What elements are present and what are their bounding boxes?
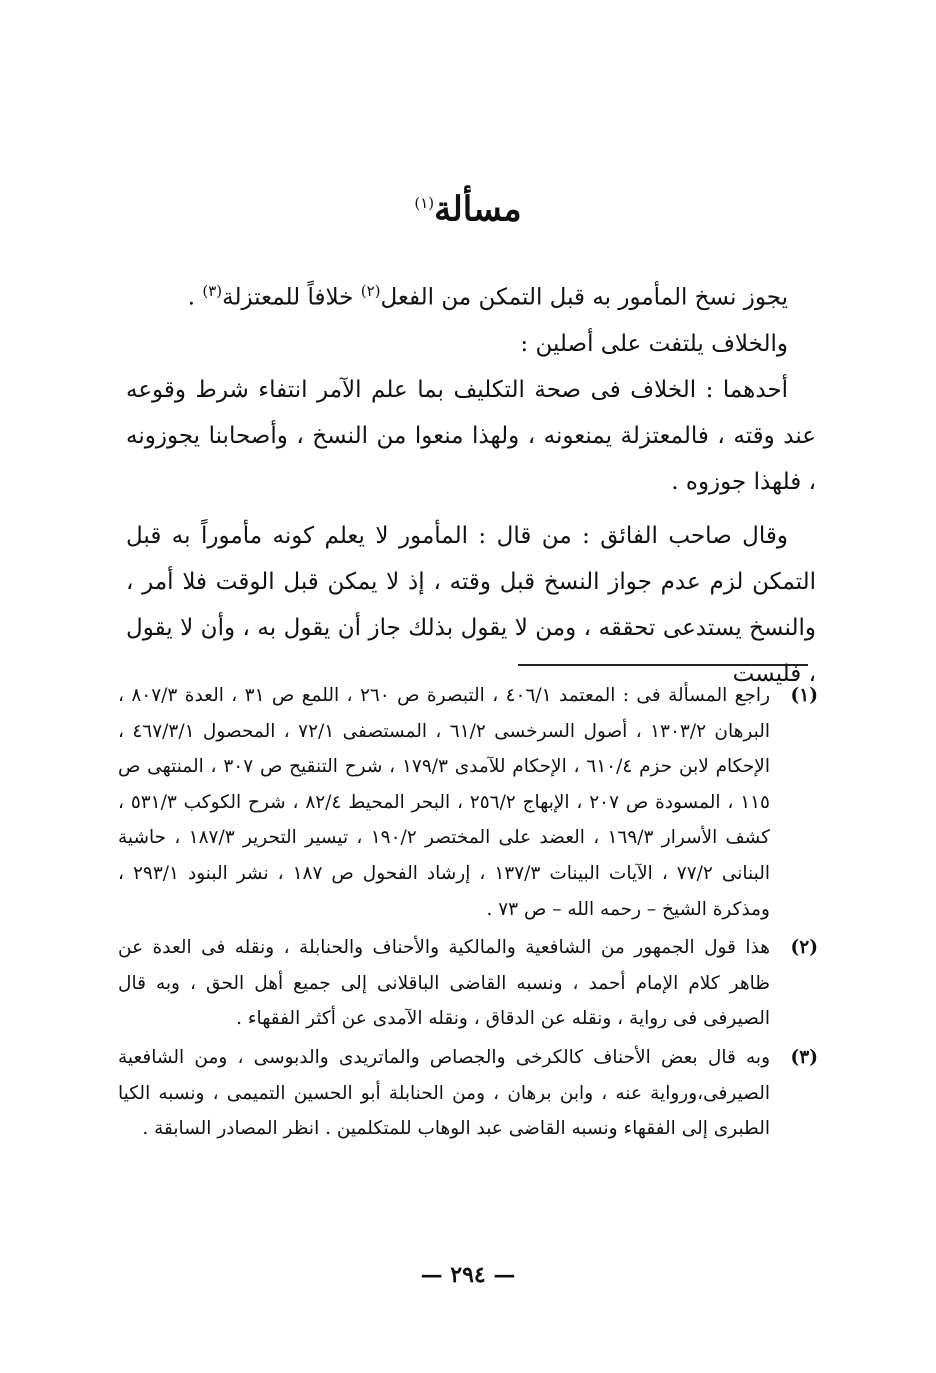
footnotes [118,678,818,1150]
footnote-separator [518,664,808,666]
paragraph-1-end: . [187,284,203,311]
paragraph-4: وقال صاحب الفائق : من قال : المأمور لا يعلم كونه مأموراً به قبل التمكن لزم عدم جواز النسخ قبل وقته ، إذ لا يمكن قبل الوقت فلا أمر ، والنسخ يستدعى تحققه ، ومن لا يقول بذلك جاز أن يقول به ، وأن لا يقول ، فليست [126,522,816,687]
footnote-ref-3: (٣) [202,282,223,300]
paragraph-1 [126,268,816,321]
section-heading [0,178,936,234]
footnote-number: (٢) [790,937,818,959]
footnote-ref-2: (٢) [360,282,381,300]
footnote-2 [118,930,818,1037]
paragraph-2: والخلاف يلتفت على أصلين : [520,330,788,357]
footnote-3 [118,1040,818,1147]
paragraph-1-text: يجوز نسخ المأمور به قبل التمكن من الفعل [380,284,788,311]
footnote-text: راجع المسألة فى : المعتمد ٤٠٦/١ ، التبصرة ص ٢٦٠ ، اللمع ص ٣١ ، العدة ٨٠٧/٣ ، البرهان ١٣٠٣/٢ ، أصول السرخسى ٦١/٢ ، المستصفى ٧٢/١ ، المحصول ٤٦٧/٣/١ ، الإحكام لابن حزم ٦١٠/٤ ، الإحكام للآمدى ١٧٩/٣ ، شرح التنقيح ص ٣٠٧ ، المنتهى ص ١١٥ ، المسودة ص ٢٠٧ ، الإبهاج ٢٥٦/٢ ، البحر المحيط ٨٢/٤ ، شرح الكوكب ٥٣١/٣ ، كشف الأسرار ١٦٩/٣ ، العضد على المختصر ١٩٠/٢ ، تيسير التحرير ١٨٧/٣ ، حاشية البنانى ٧٧/٢ ، الآيات البينات ١٣٧/٣ ، إرشاد الفحول ص ١٨٧ ، نشر البنود ٢٩٣/١ ، ومذكرة الشيخ – رحمه الله – ص ٧٣ . [118,685,771,920]
page-number: — ٢٩٤ — [420,1262,516,1288]
heading-footnote-ref: (١) [414,194,435,212]
footnote-1 [118,678,818,927]
footnote-number: (٣) [790,1046,818,1068]
footnote-text: هذا قول الجمهور من الشافعية والمالكية والأحناف والحنابلة ، ونقله فى العدة عن ظاهر كلام الإمام أحمد ، ونسبه القاضى الباقلانى إلى جميع أهل الحق ، وبه قال الصيرفى فى رواية ، ونقله عن الدقاق ، ونقله الآمدى عن أكثر الفقهاء . [118,937,770,1030]
paragraph-3: أحدهما : الخلاف فى صحة التكليف بما علم الآمر انتفاء شرط وقوعه عند وقته ، فالمعتزلة يمنعونه ، ولهذا منعوا من النسخ ، وأصحابنا يجوزونه ، فلهذا جوزوه . [126,376,816,495]
footnote-number: (١) [790,685,818,706]
heading-text: مسألة [434,189,522,230]
footnote-text: وبه قال بعض الأحناف كالكرخى والجصاص والماتريدى والدبوسى ، ومن الشافعية الصيرفى،ورواية عنه ، وابن برهان ، ومن الحنابلة أبو الحسين التميمى ، ونسبه الكيا الطبرى إلى الفقهاء ونسبه القاضى عبد الوهاب للمتكلمين . انظر المصادر السابقة . [118,1046,770,1140]
main-text [126,268,816,697]
paragraph-1-text-b: خلافاً للمعتزلة [222,284,361,311]
